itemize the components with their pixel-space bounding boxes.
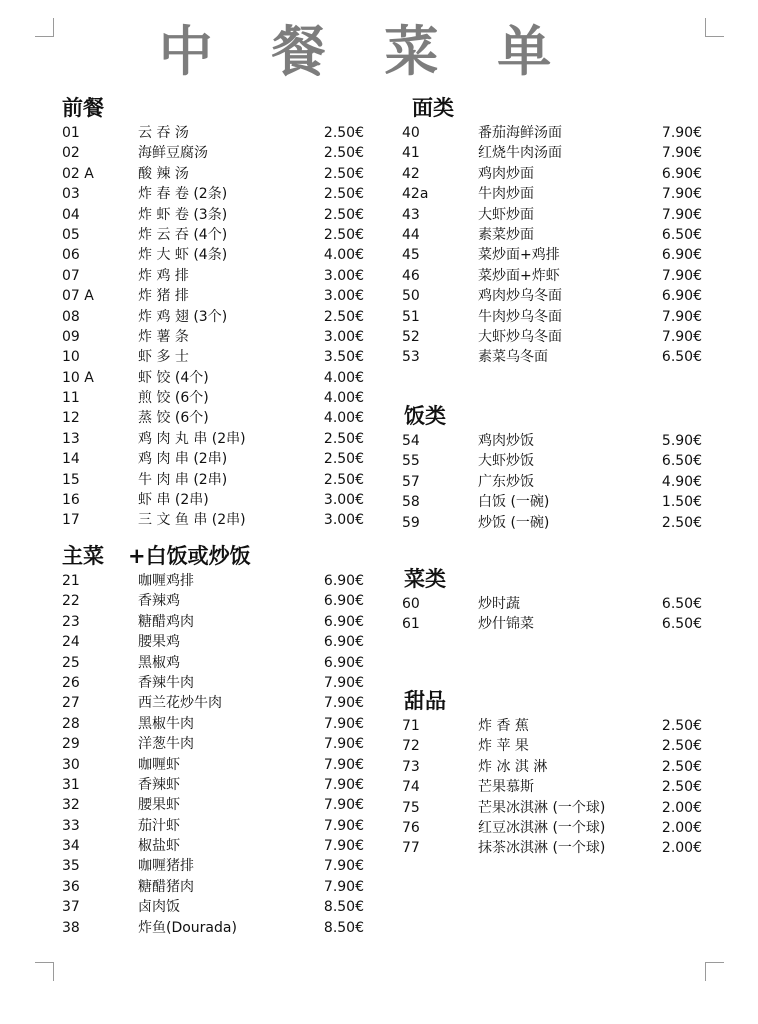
menu-item [62, 734, 364, 754]
item-number: 41 [402, 145, 420, 162]
item-number: 15 [62, 471, 80, 488]
item-price: 4.00€ [323, 410, 364, 427]
menu-title: 中 餐 菜 单 [158, 20, 572, 83]
menu-item [62, 653, 364, 673]
item-name: 大虾炒乌冬面 [478, 328, 562, 345]
item-number: 60 [402, 596, 420, 612]
menu-item [62, 612, 364, 632]
item-number: 27 [62, 695, 80, 712]
item-name: 咖喱虾 [138, 756, 180, 773]
item-number: 55 [402, 453, 420, 470]
item-list [402, 594, 702, 635]
item-price: 7.90€ [661, 206, 702, 223]
item-number: 02 A [62, 165, 94, 182]
menu-item [62, 591, 364, 611]
item-price: 3.00€ [323, 512, 364, 529]
item-name: 牛 肉 串 (2串) [138, 471, 228, 488]
corner-mark-bottom-left [35, 962, 54, 981]
item-name: 鸡 肉 串 (2串) [138, 451, 228, 468]
item-name: 卤肉饭 [138, 899, 180, 916]
item-number: 25 [62, 654, 80, 671]
item-price: 7.90€ [661, 145, 702, 162]
item-number: 37 [62, 899, 80, 916]
item-price: 6.90€ [661, 247, 702, 264]
item-price: 6.90€ [323, 593, 364, 610]
menu-item [402, 143, 702, 163]
item-number: 04 [62, 206, 80, 223]
item-price: 2.50€ [661, 514, 702, 531]
item-name: 虾 多 士 [138, 349, 189, 366]
item-number: 24 [62, 634, 80, 651]
section-desserts [402, 686, 702, 859]
item-name: 腰果鸡 [138, 634, 180, 651]
menu-item [402, 225, 702, 245]
item-name: 炸 虾 卷 (3条) [138, 206, 228, 223]
item-price: 2.00€ [661, 819, 702, 836]
menu-item [62, 286, 364, 306]
item-number: 61 [402, 616, 420, 633]
item-price: 2.50€ [323, 471, 364, 488]
item-name: 炒时蔬 [478, 596, 520, 612]
item-number: 33 [62, 817, 80, 834]
item-number: 29 [62, 736, 80, 753]
menu-item [402, 513, 702, 533]
menu-item [62, 510, 364, 530]
menu-item [62, 490, 364, 510]
item-name: 香辣鸡 [138, 593, 180, 610]
menu-item [402, 757, 702, 777]
item-price: 2.50€ [323, 145, 364, 162]
item-name: 炒什锦菜 [478, 616, 534, 633]
section-heading-text: 甜品 [404, 689, 446, 713]
item-name: 大虾炒饭 [478, 453, 534, 470]
item-price: 2.50€ [323, 165, 364, 182]
item-name: 蒸 饺 (6个) [138, 410, 209, 427]
item-price: 3.00€ [323, 267, 364, 284]
menu-item [62, 571, 364, 591]
menu-item [62, 368, 364, 388]
section-heading-text: 饭类 [404, 404, 446, 428]
menu-item [62, 205, 364, 225]
item-number: 42 [402, 165, 420, 182]
item-number: 05 [62, 226, 80, 243]
item-number: 22 [62, 593, 80, 610]
item-price: 7.90€ [661, 186, 702, 203]
item-price: 6.50€ [661, 226, 702, 243]
item-number: 76 [402, 819, 420, 836]
item-name: 咖喱猪排 [138, 858, 194, 875]
item-number: 74 [402, 779, 420, 796]
menu-item [402, 164, 702, 184]
item-price: 4.00€ [323, 390, 364, 407]
item-price: 2.50€ [661, 758, 702, 775]
item-price: 6.90€ [323, 573, 364, 589]
menu-item [402, 472, 702, 492]
item-name: 白饭 (一碗) [478, 494, 550, 511]
item-number: 42a [402, 186, 429, 203]
item-name: 鸡肉炒乌冬面 [478, 288, 562, 305]
item-name: 炸鱼(Dourada) [138, 919, 237, 936]
item-price: 6.50€ [661, 596, 702, 612]
item-price: 7.90€ [661, 308, 702, 325]
item-price: 7.90€ [323, 756, 364, 773]
item-number: 23 [62, 613, 80, 630]
menu-item [402, 777, 702, 797]
item-number: 71 [402, 718, 420, 734]
menu-item [402, 266, 702, 286]
item-name: 广东炒饭 [478, 473, 534, 490]
item-price: 2.50€ [661, 738, 702, 755]
menu-item [62, 225, 364, 245]
item-price: 2.50€ [323, 125, 364, 141]
item-name: 炸 冰 淇 淋 [478, 758, 548, 775]
section-heading [404, 401, 702, 431]
item-price: 6.90€ [661, 165, 702, 182]
item-number: 01 [62, 125, 80, 141]
item-price: 2.50€ [323, 226, 364, 243]
menu-item [402, 716, 702, 736]
item-price: 6.90€ [323, 634, 364, 651]
menu-item [62, 347, 364, 367]
menu-item [62, 327, 364, 347]
menu-item [62, 307, 364, 327]
menu-item [402, 123, 702, 143]
item-name: 云 吞 汤 [138, 125, 189, 141]
section-heading [404, 564, 702, 594]
item-price: 1.50€ [661, 494, 702, 511]
item-price: 7.90€ [661, 125, 702, 141]
menu-item [402, 431, 702, 451]
item-price: 3.00€ [323, 328, 364, 345]
item-name: 酸 辣 汤 [138, 165, 189, 182]
item-name: 咖喱鸡排 [138, 573, 194, 589]
item-number: 07 A [62, 288, 94, 305]
item-number: 21 [62, 573, 80, 589]
item-number: 10 [62, 349, 80, 366]
corner-mark-bottom-right [705, 962, 724, 981]
item-number: 38 [62, 919, 80, 936]
menu-item [62, 266, 364, 286]
menu-item [62, 714, 364, 734]
item-price: 2.50€ [661, 779, 702, 796]
item-name: 海鲜豆腐汤 [138, 145, 208, 162]
item-name: 炸 苹 果 [478, 738, 529, 755]
menu-item [402, 245, 702, 265]
menu-item [402, 838, 702, 858]
item-price: 2.50€ [323, 206, 364, 223]
section-starters [62, 93, 364, 531]
menu-item [62, 877, 364, 897]
item-name: 炒饭 (一碗) [478, 514, 550, 531]
item-name: 椒盐虾 [138, 838, 180, 855]
item-number: 75 [402, 799, 420, 816]
item-number: 16 [62, 492, 80, 509]
item-name: 菜炒面+炸虾 [478, 267, 560, 284]
item-name: 三 文 鱼 串 (2串) [138, 512, 246, 529]
menu-item [62, 164, 364, 184]
item-price: 7.90€ [323, 858, 364, 875]
menu-item [62, 816, 364, 836]
section-heading-text: 面类 [412, 96, 454, 120]
menu-item [62, 123, 364, 143]
item-name: 炸 鸡 排 [138, 267, 189, 284]
menu-item [402, 736, 702, 756]
item-name: 鸡肉炒面 [478, 165, 534, 182]
menu-item [402, 451, 702, 471]
menu-item [402, 307, 702, 327]
item-price: 7.90€ [323, 817, 364, 834]
item-number: 58 [402, 494, 420, 511]
item-name: 炸 鸡 翅 (3个) [138, 308, 228, 325]
menu-item [62, 388, 364, 408]
item-number: 35 [62, 858, 80, 875]
item-number: 32 [62, 797, 80, 814]
item-number: 43 [402, 206, 420, 223]
item-number: 30 [62, 756, 80, 773]
item-name: 番茄海鲜汤面 [478, 125, 562, 141]
item-price: 4.90€ [661, 473, 702, 490]
item-name: 茄汁虾 [138, 817, 180, 834]
menu-item [402, 286, 702, 306]
item-price: 7.90€ [323, 878, 364, 895]
item-number: 34 [62, 838, 80, 855]
item-price: 6.90€ [323, 613, 364, 630]
item-list [62, 123, 364, 531]
item-number: 45 [402, 247, 420, 264]
item-list [402, 716, 702, 859]
item-name: 香辣牛肉 [138, 674, 194, 691]
item-name: 洋葱牛肉 [138, 736, 194, 753]
item-name: 炸 香 蕉 [478, 718, 529, 734]
item-price: 4.00€ [323, 247, 364, 264]
item-number: 11 [62, 390, 80, 407]
item-number: 72 [402, 738, 420, 755]
section-heading-text: 前餐 [62, 96, 104, 120]
item-price: 2.00€ [661, 799, 702, 816]
item-price: 7.90€ [323, 776, 364, 793]
item-number: 26 [62, 674, 80, 691]
item-price: 6.50€ [661, 349, 702, 366]
item-number: 36 [62, 878, 80, 895]
menu-item [62, 836, 364, 856]
menu-item [402, 205, 702, 225]
menu-item [62, 693, 364, 713]
item-price: 7.90€ [323, 838, 364, 855]
item-number: 14 [62, 451, 80, 468]
item-number: 50 [402, 288, 420, 305]
item-name: 虾 串 (2串) [138, 492, 209, 509]
section-heading [412, 93, 702, 123]
item-number: 09 [62, 328, 80, 345]
item-number: 28 [62, 715, 80, 732]
item-name: 鸡 肉 丸 串 (2串) [138, 430, 246, 447]
item-price: 7.90€ [661, 267, 702, 284]
item-number: 12 [62, 410, 80, 427]
item-name: 虾 饺 (4个) [138, 369, 209, 386]
item-price: 5.90€ [661, 433, 702, 449]
section-heading [62, 541, 364, 571]
item-name: 糖醋鸡肉 [138, 613, 194, 630]
item-list [402, 123, 702, 368]
item-number: 54 [402, 433, 420, 449]
item-name: 炸 春 卷 (2条) [138, 186, 228, 203]
item-name: 素菜乌冬面 [478, 349, 548, 366]
menu-item [402, 798, 702, 818]
item-name: 炸 云 吞 (4个) [138, 226, 228, 243]
menu-item [402, 614, 702, 634]
menu-item [62, 918, 364, 938]
item-number: 03 [62, 186, 80, 203]
item-number: 52 [402, 328, 420, 345]
item-name: 鸡肉炒饭 [478, 433, 534, 449]
menu-item [62, 795, 364, 815]
menu-item [402, 184, 702, 204]
item-name: 大虾炒面 [478, 206, 534, 223]
item-name: 炸 猪 排 [138, 288, 189, 305]
section-vegetables [402, 564, 702, 635]
item-name: 芒果冰淇淋 (一个球) [478, 799, 606, 816]
item-number: 73 [402, 758, 420, 775]
item-number: 77 [402, 840, 420, 857]
item-price: 7.90€ [323, 797, 364, 814]
menu-item [62, 245, 364, 265]
item-price: 2.00€ [661, 840, 702, 857]
item-name: 黑椒牛肉 [138, 715, 194, 732]
item-number: 59 [402, 514, 420, 531]
menu-item [62, 632, 364, 652]
item-price: 2.50€ [661, 718, 702, 734]
item-price: 7.90€ [323, 736, 364, 753]
item-price: 7.90€ [323, 715, 364, 732]
item-price: 6.90€ [323, 654, 364, 671]
item-name: 红豆冰淇淋 (一个球) [478, 819, 606, 836]
menu-item [62, 143, 364, 163]
menu-item [62, 184, 364, 204]
menu-item [62, 470, 364, 490]
item-number: 51 [402, 308, 420, 325]
item-number: 13 [62, 430, 80, 447]
item-price: 2.50€ [323, 186, 364, 203]
item-price: 7.90€ [323, 674, 364, 691]
item-number: 57 [402, 473, 420, 490]
menu-item [62, 755, 364, 775]
item-name: 腰果虾 [138, 797, 180, 814]
item-name: 牛肉炒面 [478, 186, 534, 203]
item-price: 4.00€ [323, 369, 364, 386]
section-mains [62, 541, 364, 938]
section-heading-suffix: +白饭或炒饭 [128, 544, 251, 568]
menu-item [62, 856, 364, 876]
item-list [62, 571, 364, 938]
item-price: 2.50€ [323, 451, 364, 468]
menu-item [402, 327, 702, 347]
item-name: 煎 饺 (6个) [138, 390, 209, 407]
item-price: 7.90€ [661, 328, 702, 345]
menu-item [62, 408, 364, 428]
item-price: 6.90€ [661, 288, 702, 305]
item-name: 红烧牛肉汤面 [478, 145, 562, 162]
section-heading [62, 93, 364, 123]
item-name: 黑椒鸡 [138, 654, 180, 671]
section-heading [404, 686, 702, 716]
item-list [402, 431, 702, 533]
item-price: 6.50€ [661, 616, 702, 633]
menu-item [62, 897, 364, 917]
item-number: 10 A [62, 369, 94, 386]
item-price: 7.90€ [323, 695, 364, 712]
item-number: 08 [62, 308, 80, 325]
item-price: 6.50€ [661, 453, 702, 470]
menu-item [402, 818, 702, 838]
item-name: 菜炒面+鸡排 [478, 247, 560, 264]
item-name: 抹茶冰淇淋 (一个球) [478, 840, 606, 857]
item-price: 2.50€ [323, 308, 364, 325]
item-price: 3.00€ [323, 492, 364, 509]
item-name: 炸 薯 条 [138, 328, 189, 345]
menu-item [62, 775, 364, 795]
item-name: 西兰花炒牛肉 [138, 695, 222, 712]
item-number: 44 [402, 226, 420, 243]
item-price: 3.00€ [323, 288, 364, 305]
menu-item [62, 429, 364, 449]
section-rice [402, 401, 702, 533]
item-name: 糖醋猪肉 [138, 878, 194, 895]
item-price: 2.50€ [323, 430, 364, 447]
menu-item [402, 492, 702, 512]
item-number: 53 [402, 349, 420, 366]
item-name: 素菜炒面 [478, 226, 534, 243]
menu-item [62, 449, 364, 469]
section-heading-text: 主菜 [62, 544, 104, 568]
item-number: 46 [402, 267, 420, 284]
item-price: 8.50€ [323, 919, 364, 936]
item-price: 3.50€ [323, 349, 364, 366]
item-name: 香辣虾 [138, 776, 180, 793]
item-name: 牛肉炒乌冬面 [478, 308, 562, 325]
section-noodles [402, 93, 702, 368]
item-number: 40 [402, 125, 420, 141]
item-number: 06 [62, 247, 80, 264]
menu-item [62, 673, 364, 693]
section-heading-text: 菜类 [404, 567, 446, 591]
item-name: 芒果慕斯 [478, 779, 534, 796]
item-number: 17 [62, 512, 80, 529]
item-number: 02 [62, 145, 80, 162]
menu-item [402, 347, 702, 367]
item-number: 07 [62, 267, 80, 284]
item-name: 炸 大 虾 (4条) [138, 247, 228, 264]
item-number: 31 [62, 776, 80, 793]
item-price: 8.50€ [323, 899, 364, 916]
menu-item [402, 594, 702, 614]
